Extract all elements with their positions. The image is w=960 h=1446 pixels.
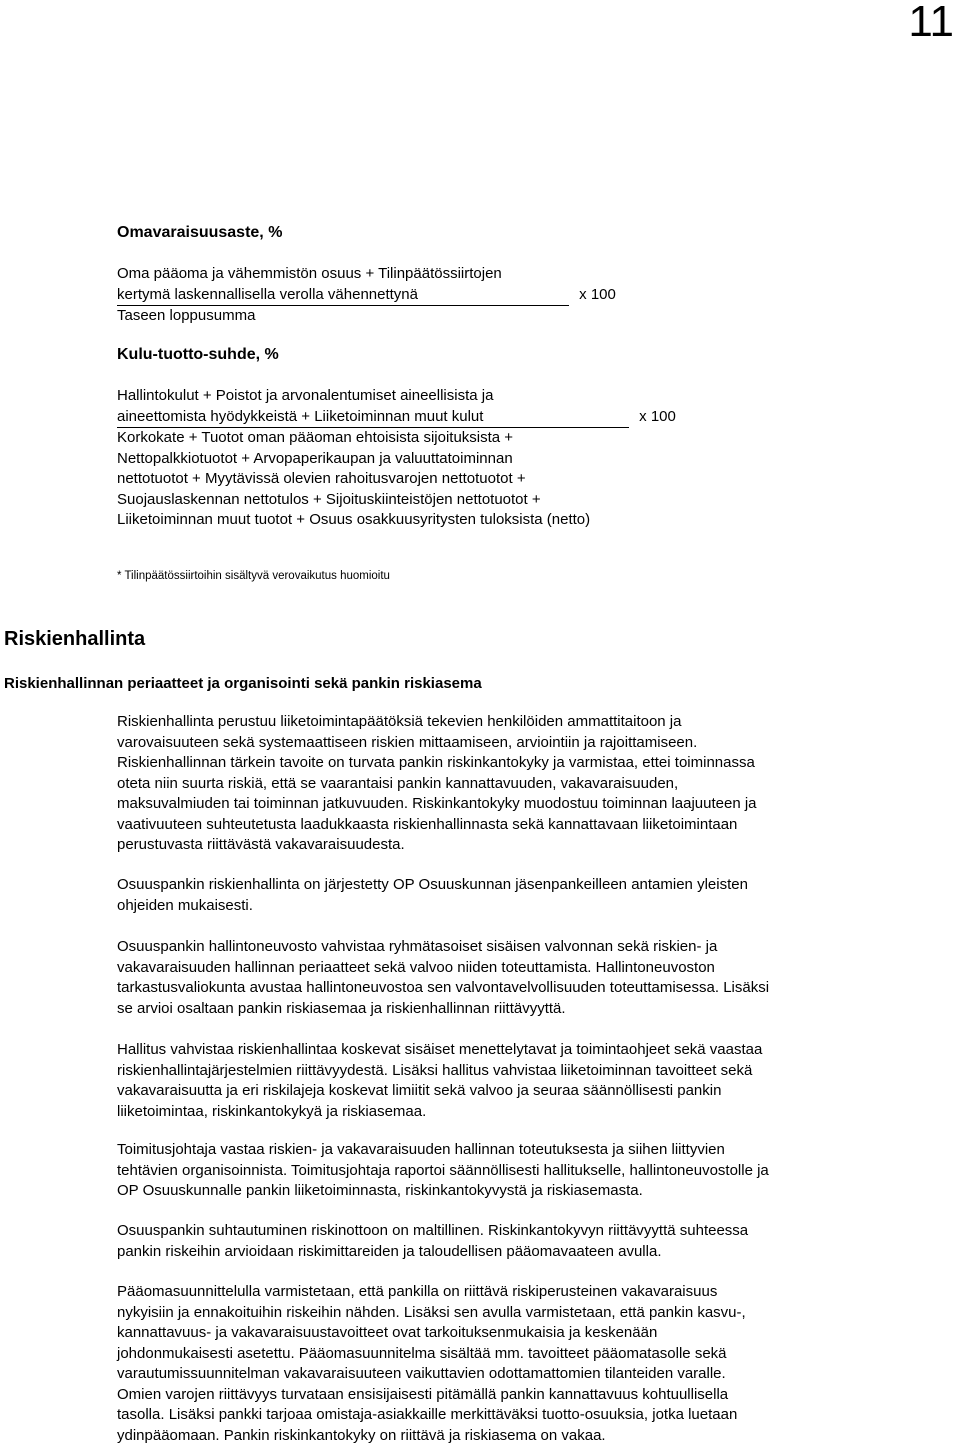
paragraph-line: Osuuspankin hallintoneuvosto vahvistaa ryhmätasoiset sisäisen valvonnan sekä riskien- ja bbox=[117, 938, 718, 955]
omavaraisuusaste-title: Omavaraisuusaste, % bbox=[117, 224, 283, 241]
paragraph-line: johdonmukaisesti asetettu. Pääomasuunnitelma sisältää mm. tavoitteet pääomatasolle sekä bbox=[117, 1344, 727, 1362]
paragraph bbox=[117, 1140, 917, 1202]
paragraph-line: Osuuspankin suhtautuminen riskinottoon on maltillinen. Riskinkantokyvyn riittävyyttä suhteessa bbox=[117, 1222, 749, 1239]
paragraph-line: Hallitus vahvistaa riskienhallintaa koskevat sisäiset menettelytavat ja toimintaohjeet sekä vaastaa bbox=[117, 1041, 763, 1058]
paragraph-line: oteta niin suurta riskiä, että se vaarantaisi pankin kannattavuuden, vakavaraisuuden, bbox=[117, 774, 679, 792]
paragraph-line: Riskienhallinnan tärkein tavoite on turvata pankin riskinkantokyky ja varmistaa, ettei toiminnassa bbox=[117, 754, 755, 771]
paragraph-line: Riskienhallinta perustuu liiketoimintapäätöksiä tekevien henkilöiden ammattitaitoon ja bbox=[117, 713, 682, 730]
multiplier: x 100 bbox=[639, 407, 676, 425]
fraction-line: kertymä laskennallisella verolla vähennettynä bbox=[117, 285, 569, 307]
paragraph bbox=[117, 1040, 917, 1122]
paragraph bbox=[117, 712, 917, 856]
formula-numerator-line: Hallintokulut + Poistot ja arvonalentumiset aineellisista ja bbox=[117, 387, 494, 404]
formula-denominator-line: Liiketoiminnan muut tuotot + Osuus osakkuusyritysten tuloksista (netto) bbox=[117, 511, 591, 528]
paragraph-line: tehtävien organisoinnista. Toimitusjohtaja raportoi säännöllisesti hallitukselle, hallintoneuvostolle ja bbox=[117, 1161, 769, 1179]
paragraph-line: vakavaraisuuden hallinnan periaatteet sekä valvoo niiden toteuttamista. Hallintoneuvoston bbox=[117, 958, 715, 976]
paragraph-line: tasolla. Lisäksi pankki tarjoaa omistaja-asiakkaille merkittäväksi tuotto-osuuksia, jotka luetaan bbox=[117, 1406, 738, 1423]
multiplier: x 100 bbox=[579, 285, 616, 303]
paragraph-line: se arvioi osaltaan pankin riskiasemaa ja riskienhallinnan riittävyyttä. bbox=[117, 999, 566, 1017]
paragraph bbox=[117, 937, 917, 1019]
paragraph-line: ydinpääomaan. Pankin riskinkantokyky on riittävä ja riskiasema on vakaa. bbox=[117, 1426, 606, 1444]
formula-denominator-line: Taseen loppusumma bbox=[117, 307, 256, 324]
paragraph-line: Toimitusjohtaja vastaa riskien- ja vakavaraisuuden hallinnan toteutuksesta ja siihen liittyvien bbox=[117, 1141, 725, 1158]
fraction-line: aineettomista hyödykkeistä + Liiketoiminnan muut kulut bbox=[117, 407, 629, 429]
formula-numerator-line bbox=[117, 285, 917, 307]
paragraph-line: perustuvasta riittävästä vakavaraisuudesta. bbox=[117, 836, 405, 853]
kulu-tuotto-title: Kulu-tuotto-suhde, % bbox=[117, 346, 279, 363]
formula-denominator-line: Nettopalkkiotuotot + Arvopaperikaupan ja valuuttatoiminnan bbox=[117, 449, 513, 467]
kulu-tuotto-formula bbox=[117, 386, 917, 531]
paragraph bbox=[117, 875, 917, 916]
paragraph-line: OP Osuuskunnalle pankin liiketoiminnasta, riskinkantokyvystä ja riskiasemasta. bbox=[117, 1182, 643, 1199]
paragraph-line: maksuvalmiuden tai toiminnan jatkuvuuden. Riskinkantokyky muodostuu toiminnan laajuuteen ja bbox=[117, 795, 757, 812]
paragraph-line: riskienhallintajärjestelmien riittävyydestä. Lisäksi hallitus vahvistaa liiketoiminnan tavoitteet sekä bbox=[117, 1061, 753, 1079]
formula-denominator-line: Korkokate + Tuotot oman pääoman ehtoisista sijoituksista + bbox=[117, 429, 514, 446]
formula-denominator-line: Suojauslaskennan nettotulos + Sijoituskiinteistöjen nettotuotot + bbox=[117, 490, 541, 508]
paragraph-line: Osuuspankin riskienhallinta on järjestetty OP Osuuskunnan jäsenpankeilleen antamien yleisten bbox=[117, 876, 748, 893]
subsection-title: Riskienhallinnan periaatteet ja organisointi sekä pankin riskiasema bbox=[4, 675, 482, 692]
paragraph-line: liiketoimintaa, riskinkantokykyä ja riskiasemaa. bbox=[117, 1102, 427, 1120]
paragraph-line: varautumissuunnitelman vakavaraisuuteen vaikuttavien odottamattomien tilanteiden varalle. bbox=[117, 1365, 726, 1382]
paragraph bbox=[117, 1221, 917, 1262]
footnote: * Tilinpäätössiirtoihin sisältyvä verovaikutus huomioitu bbox=[117, 570, 390, 582]
paragraph-line: kannattavuus- ja vakavaraisuustavoitteet ovat tarkoituksenmukaisia ja keskenään bbox=[117, 1324, 658, 1341]
paragraph-line: Omien varojen riittävyys turvataan ensisijaisesti pitämällä pankin kannattavuus kohtuullisella bbox=[117, 1385, 729, 1403]
paragraph-line: vakavaraisuutta ja eri riskilajeja koskevat limiitit sekä valvoo ja seuraa säännöllisesti pankin bbox=[117, 1082, 722, 1099]
paragraph bbox=[117, 1282, 917, 1446]
paragraph-line: vaativuuteen suhteutetusta laadukkaasta riskienhallinnasta sekä kannattavaan liiketoimintaan bbox=[117, 815, 738, 833]
paragraph-line: tarkastusvaliokunta avustaa hallintoneuvostoa sen valvontavelvollisuuden toteuttamisessa. Lisäksi bbox=[117, 979, 770, 996]
paragraph-line: varovaisuuteen sekä systemaattiseen riskien mittaamiseen, arviointiin ja rajoittamiseen. bbox=[117, 733, 698, 751]
paragraph-line: nykyisiin ja ennakoituihin riskeihin nähden. Lisäksi sen avulla varmistetaan, että pankin kasvu-, bbox=[117, 1303, 746, 1321]
paragraph-line: Pääomasuunnittelulla varmistetaan, että pankilla on riittävä riskiperusteinen vakavaraisuus bbox=[117, 1283, 718, 1300]
paragraph-line: ohjeiden mukaisesti. bbox=[117, 896, 253, 914]
formula-numerator-line bbox=[117, 407, 917, 429]
section-title: Riskienhallinta bbox=[4, 628, 146, 650]
paragraph-line: pankin riskeihin arvioidaan riskimittareiden ja taloudellisen pääomavaateen avulla. bbox=[117, 1242, 662, 1260]
omavaraisuusaste-formula bbox=[117, 264, 917, 327]
formula-denominator-line: nettotuotot + Myytävissä olevien rahoitusvarojen nettotuotot + bbox=[117, 470, 526, 487]
formula-numerator-line: Oma pääoma ja vähemmistön osuus + Tilinpäätössiirtojen bbox=[117, 265, 502, 282]
page-number: 11 bbox=[908, 0, 954, 46]
